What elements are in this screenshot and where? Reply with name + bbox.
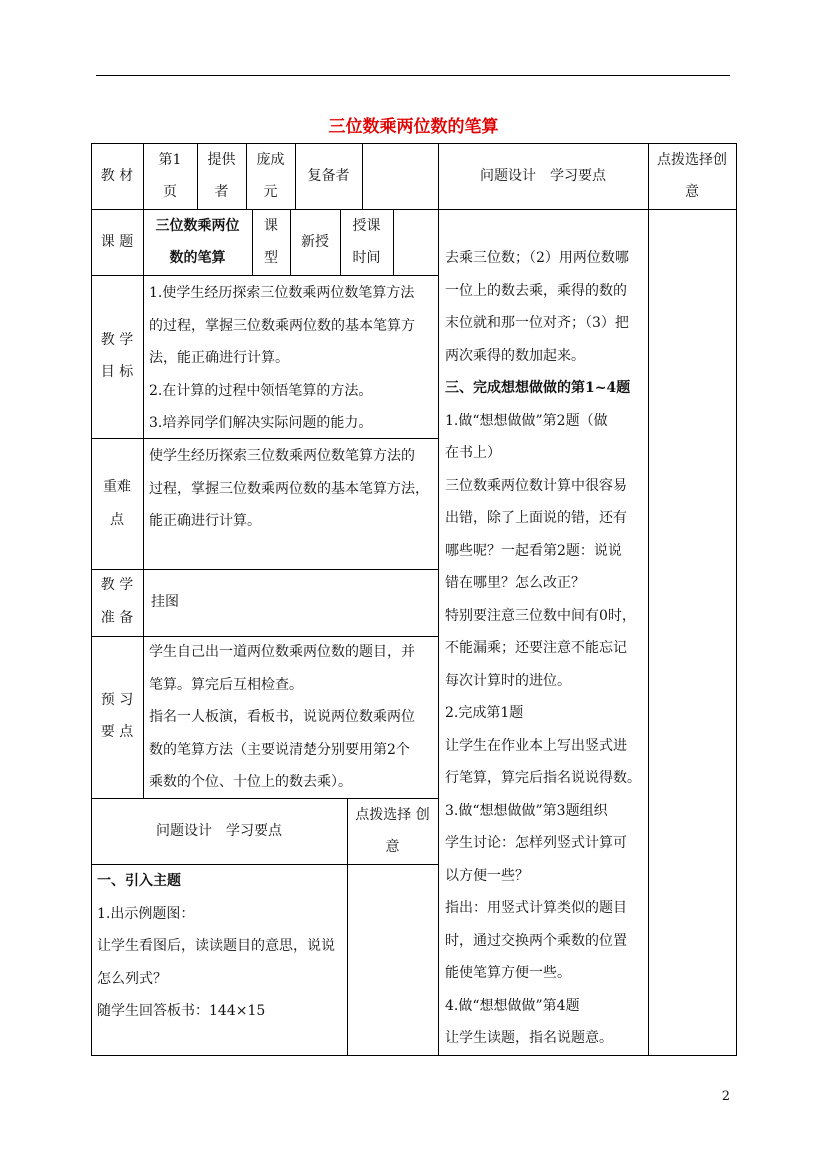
reviewer-label: 复备者	[307, 168, 350, 184]
tips-column-header-top: 点拨选择创	[657, 152, 727, 168]
right-line: 哪些呢？一起看第2题：说说	[445, 542, 622, 559]
prep-label-top: 教 学	[100, 577, 134, 593]
preview-line: 乘数的个位、十位上的数去乘）。	[149, 774, 352, 790]
page-title: 三位数乘两位数的笔算	[328, 117, 499, 137]
right-line: 在书上）	[445, 445, 501, 461]
design-column-header: 问题设计 学习要点	[480, 168, 606, 184]
goals-label-top: 教 学	[100, 332, 134, 348]
preview-label-top: 预 习	[100, 692, 134, 708]
right-line: 2.完成第1题	[445, 705, 524, 721]
intro-line: 怎么列式？	[97, 970, 167, 987]
lower-tips-header-top: 点拨选择 创	[355, 807, 430, 823]
right-line: 出错，除了上面说的错，还有	[445, 510, 627, 526]
prep-label-bottom: 准 备	[100, 610, 134, 626]
right-line: 去乘三位数；（2）用两位数哪	[445, 250, 629, 266]
right-line: 学生讨论：怎样列竖式计算可	[445, 835, 627, 851]
page-number: 2	[721, 1089, 730, 1104]
tips-column-header-bottom: 意	[685, 184, 699, 200]
goals-label-bottom: 目 标	[100, 364, 134, 380]
preview-line: 数的笔算方法（主要说清楚分别要用第2个	[149, 741, 410, 758]
right-line: 末位就和那一位对齐；（3）把	[445, 315, 629, 331]
prep-value: 挂图	[151, 594, 179, 610]
right-line: 三位数乘两位数计算中很容易	[445, 477, 627, 494]
page-label-top: 第1	[158, 152, 182, 168]
right-line: 每次计算时的进位。	[445, 672, 571, 689]
goals-line: 的过程，掌握三位数乘两位数的基本笔算方	[149, 317, 415, 334]
right-line: 1.做“想想做做”第2题（做	[445, 412, 608, 429]
intro-line: 让学生看图后，读读题目的意思，说说	[97, 938, 335, 954]
type-value: 新授	[301, 234, 329, 250]
keypoints-line: 能正确进行计算。	[149, 513, 261, 529]
topic-label: 课 题	[100, 234, 134, 250]
right-column-text	[445, 242, 647, 1055]
lower-tips-header-bottom: 意	[385, 839, 400, 855]
type-label-top: 课	[264, 218, 278, 234]
time-label-bottom: 时间	[352, 250, 381, 266]
right-line: 特别要注意三位数中间有0时，	[445, 607, 636, 624]
top-rule	[96, 75, 730, 76]
goals-text	[149, 277, 437, 440]
goals-line: 2.在计算的过程中领悟笔算的方法。	[149, 382, 373, 399]
right-line: 一位上的数去乘，乘得的数的	[445, 282, 627, 299]
topic-value-bottom: 数的笔算	[169, 250, 226, 266]
textbook-label: 教 材	[100, 168, 134, 184]
keypoints-line: 过程，掌握三位数乘两位数的基本笔算方法，	[149, 480, 429, 497]
right-line: 让学生在作业本上写出竖式进	[445, 737, 627, 754]
right-line: 4.做“想想做做”第4题	[445, 997, 580, 1014]
provider-name-bottom: 元	[263, 184, 278, 200]
right-line: 错在哪里？怎么改正？	[445, 575, 585, 591]
intro-heading: 一、引入主题	[97, 873, 181, 889]
provider-label-bottom: 者	[214, 184, 229, 200]
page-label-bottom: 页	[163, 184, 177, 200]
goals-line: 3.培养同学们解决实际问题的能力。	[149, 415, 373, 431]
preview-line: 学生自己出一道两位数乘两位数的题目，并	[149, 644, 415, 660]
right-line: 3.做“想想做做”第3题组织	[445, 802, 608, 819]
right-line: 以方便一些？	[445, 867, 529, 884]
preview-label-bottom: 要 点	[100, 724, 134, 740]
right-line: 两次乘得的数加起来。	[445, 347, 585, 364]
right-section-heading: 三、完成想想做做的第1~4题	[445, 380, 631, 396]
right-line: 不能漏乘；还要注意不能忘记	[445, 640, 627, 656]
lower-design-header: 问题设计 学习要点	[156, 823, 282, 839]
right-line: 时，通过交换两个乘数的位置	[445, 932, 627, 949]
keypoints-text	[149, 440, 437, 538]
keypoints-label-top: 重难	[103, 479, 131, 495]
time-label-top: 授课	[352, 218, 381, 234]
provider-name-top: 庞成	[256, 152, 285, 168]
preview-line: 笔算。算完后互相检查。	[149, 676, 303, 693]
preview-text	[149, 636, 437, 799]
topic-value-top: 三位数乘两位	[155, 218, 240, 234]
intro-line: 1.出示例题图：	[97, 905, 195, 922]
right-line: 能使笔算方便一些。	[445, 965, 571, 981]
right-line: 行笔算，算完后指名说说得数。	[445, 770, 641, 786]
goals-line: 法，能正确进行计算。	[149, 350, 289, 366]
type-label-bottom: 型	[264, 250, 278, 266]
intro-line: 随学生回答板书：144×15	[97, 1003, 266, 1019]
provider-label-top: 提供	[207, 152, 236, 168]
right-line: 指出：用竖式计算类似的题目	[445, 900, 627, 916]
keypoints-line: 使学生经历探索三位数乘两位数笔算方法的	[149, 448, 415, 464]
preview-line: 指名一人板演，看板书，说说两位数乘两位	[149, 709, 415, 725]
intro-section	[97, 865, 345, 1028]
goals-line: 1.使学生经历探索三位数乘两位数笔算方法	[149, 285, 415, 301]
right-line: 让学生读题，指名说题意。	[445, 1030, 613, 1046]
keypoints-label-bottom: 点	[110, 512, 124, 528]
